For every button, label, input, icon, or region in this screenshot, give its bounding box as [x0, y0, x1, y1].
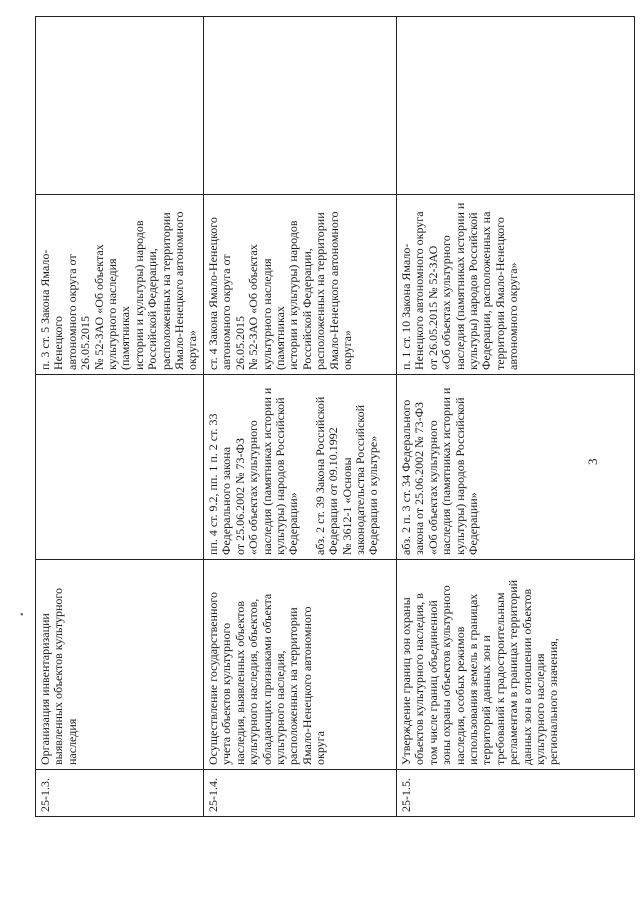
scan-artifact-mark: •: [20, 610, 24, 621]
extra-column-cell: [203, 17, 396, 195]
power-description: Организация инвентаризации выявленных объектов культурного наследия: [36, 560, 204, 770]
regional-legal-basis: ст. 4 Закона Ямало-Ненецкого автономного округа от 26.05.2015 № 52-ЗАО «Об объектах культурного наследия (памятниках истории и культуры) народов Российской Федерации, расположенных на территории Ямало-Ненецкого автономного округа»: [203, 195, 396, 375]
page-number: 3: [585, 458, 600, 465]
extra-column-cell: [36, 17, 204, 195]
federal-legal-basis: [36, 375, 204, 560]
table-row: [36, 17, 204, 817]
federal-legal-basis-1: пп. 4 ст. 9.2, пп. 1 п. 2 ст. 33 Федерального закона от 25.06.2002 № 73-ФЗ «Об объектах культурного наследия (памятниках истории и культуры) народов Российской Федерации»: [205, 387, 301, 555]
power-description: Утверждение границ зон охраны объектов культурного наследия, в том числе границ объединенной зоны охраны объектов культурного наследия, особых режимов использования земель в границах территорий данных зон и требований к градостроительным регламентам в границах территорий данных зон в отношении объектов культурного наследия регионального значения,: [396, 560, 634, 770]
federal-legal-basis: абз. 2 п. 3 ст. 34 Федерального закона от 25.06.2002 № 73-ФЗ «Об объектах культурного наследия (памятниках истории и культуры) народов Российской Федерации»: [396, 375, 634, 560]
power-description: Осуществление государственного учета объектов культурного наследия, выявленных объектов культурного наследия, объектов, обладающих признаками объекта культурного наследия, расположенных на территории Ямало-Ненецкого автономного округа: [203, 560, 396, 770]
powers-table: [35, 16, 635, 817]
table-row: [203, 17, 396, 817]
row-number: 25-1.5.: [396, 770, 634, 817]
federal-legal-basis-2: абз. 2 ст. 39 Закона Российской Федерации от 09.10.1992 № 3612-1 «Основы законодательства Российской Федерации о культуре»: [312, 396, 381, 555]
row-number: 25-1.3.: [36, 770, 204, 817]
extra-column-cell: [396, 17, 634, 195]
regional-legal-basis: п. 1 ст. 10 Закона Ямало- Ненецкого автономного округа от 26.05.2015 № 52-ЗАО «Об объектах культурного наследия (памятниках истории и культуры) народов Российской Федерации, расположенных на территории Ямало-Ненецкого автономного округа»: [396, 195, 634, 375]
federal-legal-basis: [203, 375, 396, 560]
row-number: 25-1.4.: [203, 770, 396, 817]
regional-legal-basis: п. 3 ст. 5 Закона Ямало-Ненецкого автономного округа от 26.05.2015 № 52-ЗАО «Об объектах культурного наследия (памятниках истории и культуры) народов Российской Федерации, расположенных на территории Ямало-Ненецкого автономного округа»: [36, 195, 204, 375]
table-row: [396, 17, 634, 817]
